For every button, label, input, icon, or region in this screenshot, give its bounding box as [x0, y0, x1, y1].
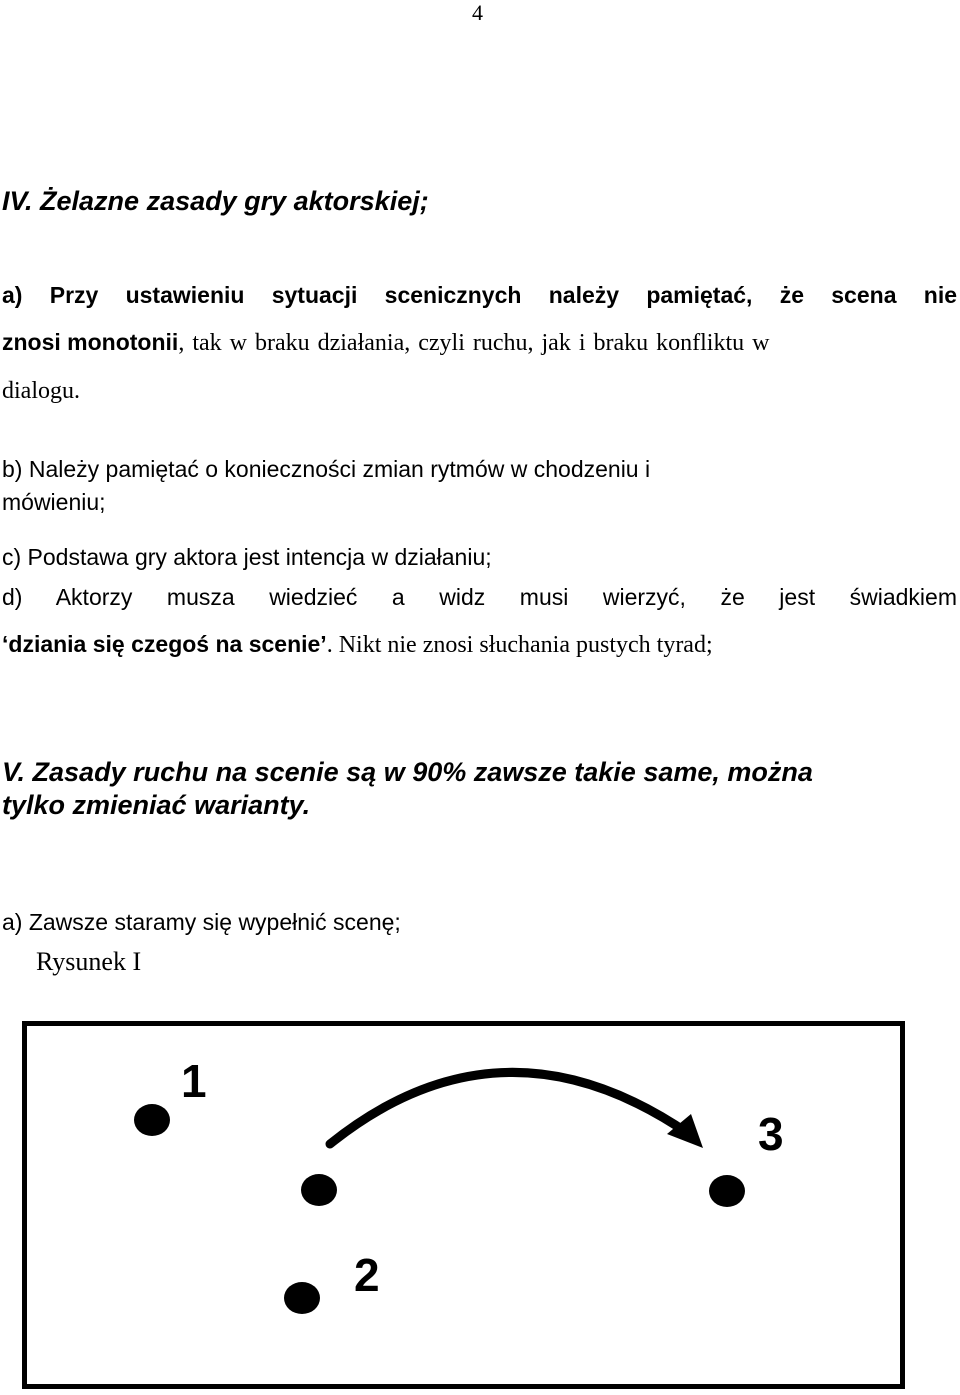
stage-diagram-svg — [27, 1026, 900, 1384]
position-dot-2-lower — [284, 1282, 320, 1314]
position-dot-1 — [134, 1104, 170, 1136]
item-b-line1: b) Należy pamiętać o konieczności zmian rytmów w chodzeniu i — [2, 456, 651, 482]
section-v-item-a: a) Zawsze staramy się wypełnić scenę; — [2, 909, 401, 935]
section-v-title-line1: V. Zasady ruchu na scenie są w 90% zawsze takie same, można — [2, 757, 813, 787]
section-iv-title: IV. Żelazne zasady gry aktorskiej; — [2, 186, 429, 216]
item-d-line2 — [2, 631, 713, 659]
section-v-title-line2: tylko zmieniać warianty. — [2, 790, 311, 820]
position-dot-3 — [709, 1175, 745, 1207]
item-d-normal-part: . Nikt nie znosi słuchania pustych tyrad; — [326, 632, 713, 658]
page-number: 4 — [472, 0, 483, 25]
item-d-bold-part: ‘dziania się czegoś na scenie’ — [2, 631, 327, 657]
item-a-line3: dialogu. — [2, 378, 80, 404]
item-a-line1: a) Przy ustawieniu sytuacji scenicznych należy pamiętać, że scena nie — [2, 282, 957, 308]
item-d-line1: d) Aktorzy musza wiedzieć a widz musi wierzyć, że jest świadkiem — [2, 584, 957, 610]
figure-caption: Rysunek I — [36, 947, 142, 976]
stage-diagram — [22, 1021, 905, 1389]
item-a-bold-part: znosi monotonii — [2, 329, 179, 355]
item-a-normal-part: , tak w braku działania, czyli ruchu, jak i braku konfliktu w — [178, 330, 770, 356]
item-c: c) Podstawa gry aktora jest intencja w działaniu; — [2, 544, 492, 570]
label-3: 3 — [758, 1108, 784, 1160]
movement-arc — [330, 1072, 689, 1144]
item-b-line2: mówieniu; — [2, 489, 106, 515]
item-a-line2 — [2, 329, 957, 357]
label-2: 2 — [354, 1249, 380, 1301]
position-dot-2-upper — [301, 1174, 337, 1206]
label-1: 1 — [181, 1055, 207, 1107]
